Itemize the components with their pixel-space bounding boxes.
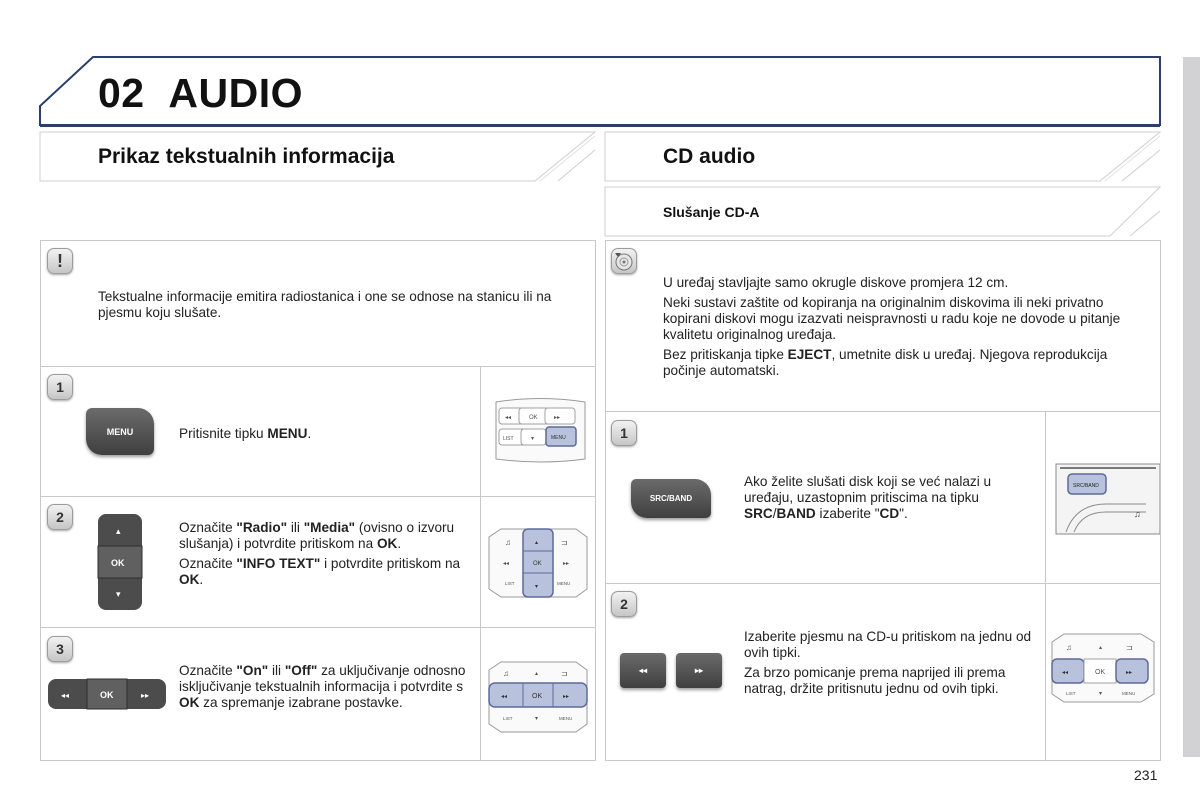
chapter-heading [98, 70, 303, 117]
svg-text:◂◂: ◂◂ [61, 691, 70, 700]
svg-text:MENU: MENU [551, 435, 566, 441]
text-run: . [199, 572, 204, 587]
svg-text:⊐: ⊐ [561, 669, 568, 678]
text-run: . [397, 536, 402, 551]
left-note-text: Tekstualne informacije emitira radiostanica i one se odnose na stanicu ili na pjesmu koju slušate. [98, 289, 552, 320]
bold-text: CD [879, 506, 900, 521]
left-step-2-text [179, 520, 474, 592]
bold-text: EJECT [787, 347, 832, 362]
right-step-2-text [744, 629, 1034, 701]
bold-text: OK [376, 536, 398, 551]
text-run: , umetnite disk u uređaj. Njegova reprodukcija počinje automatski. [663, 347, 1108, 378]
svg-text:▾: ▾ [535, 584, 539, 590]
svg-text:▸▸: ▸▸ [554, 415, 561, 421]
control-panel-image [481, 628, 595, 760]
right-step-1-text [744, 474, 1034, 522]
text-run: . [307, 426, 312, 441]
control-panel-image [1046, 584, 1160, 760]
left-step-3-text [179, 663, 469, 711]
text-run: Bez pritiskanja tipke [663, 347, 788, 362]
right-note-text [663, 275, 1148, 383]
bold-text: BAND [776, 506, 816, 521]
text-run: Označite [179, 556, 237, 571]
svg-text:♫: ♫ [503, 669, 509, 678]
paragraph: Za brzo pomicanje prema naprijed ili prema natrag, držite pritisnutu jednu od ovih tipki. [744, 665, 1006, 696]
bold-text: OK [179, 572, 200, 587]
paragraph [663, 347, 1148, 379]
bold-text: "On" [236, 663, 269, 678]
control-panel-image [481, 367, 595, 496]
src-band-button[interactable]: SRC/BAND [631, 479, 711, 518]
svg-text:▾: ▾ [531, 436, 535, 442]
text-run: za spremanje izabrane postavke. [199, 695, 403, 710]
svg-text:MENU: MENU [557, 581, 571, 586]
text-run: i potvrdite pritiskom na [320, 556, 461, 571]
svg-text:▸▸: ▸▸ [563, 694, 570, 700]
page-number: 231 [1134, 767, 1158, 783]
svg-text:OK: OK [533, 561, 542, 567]
svg-text:▴: ▴ [1099, 645, 1103, 651]
svg-text:OK: OK [100, 690, 114, 700]
svg-text:▾: ▾ [116, 589, 121, 599]
svg-text:▴: ▴ [535, 671, 539, 677]
bold-text: "INFO TEXT" [236, 556, 321, 571]
text-run: Označite [179, 520, 237, 535]
svg-text:OK: OK [1095, 669, 1106, 676]
svg-text:OK: OK [532, 693, 543, 700]
text-run: Pritisnite tipku [179, 426, 268, 441]
step-number-badge: 2 [611, 591, 637, 617]
chapter-number: 02 [98, 70, 145, 116]
paragraph [179, 556, 474, 588]
svg-text:▾: ▾ [535, 716, 539, 722]
svg-text:♫: ♫ [1066, 643, 1072, 652]
text-run: ili [287, 520, 304, 535]
text-run: (ovisno o izvoru slušanja) i potvrdite pritiskom na [179, 520, 455, 551]
left-section-title: Prikaz tekstualnih informacija [98, 145, 395, 168]
paragraph: Neki sustavi zaštite od kopiranja na originalnim diskovima ili neki privatno kopirani diskovi mogu izazvati neispravnosti u radu koje ne dovode u pitanje kvalitetu originalnog uređaja. [663, 295, 1121, 342]
svg-text:▾: ▾ [1099, 691, 1103, 697]
svg-text:MENU: MENU [559, 716, 573, 721]
svg-text:◂◂: ◂◂ [505, 415, 512, 421]
prev-ok-next-buttons[interactable] [47, 677, 167, 711]
text-run: / [772, 506, 777, 521]
svg-text:♫: ♫ [505, 538, 511, 547]
bold-text: OK [179, 695, 200, 710]
step-number-badge: 2 [47, 504, 73, 530]
step-number-badge: 3 [47, 636, 73, 662]
text-run: Ako želite slušati disk koji se već nalazi u uređaju, uzastopnim pritiscima na tipku [744, 474, 992, 505]
svg-text:LIST: LIST [505, 581, 515, 586]
right-subsection-title: Slušanje CD-A [663, 204, 760, 220]
next-track-button[interactable]: ▸▸ [676, 653, 722, 688]
svg-text:▸▸: ▸▸ [563, 561, 570, 567]
step-number-badge: 1 [611, 420, 637, 446]
text-run: ". [899, 506, 908, 521]
svg-text:▸▸: ▸▸ [1126, 670, 1133, 676]
step-number-badge: 1 [47, 374, 73, 400]
svg-text:♫: ♫ [1134, 509, 1141, 519]
paragraph: Izaberite pjesmu na CD-u pritiskom na jednu od ovih tipki. [744, 629, 1032, 660]
svg-text:OK: OK [111, 558, 125, 568]
svg-text:MENU: MENU [1122, 691, 1136, 696]
paragraph [179, 520, 474, 552]
text-run: za uključivanje odnosno isključivanje tekstualnih informacija i potvrdite s [179, 663, 466, 694]
svg-text:▴: ▴ [116, 526, 121, 536]
bold-text: "Off" [284, 663, 318, 678]
bold-text: "Media" [303, 520, 356, 535]
svg-text:⊐: ⊐ [1126, 643, 1133, 652]
ok-rocker-button[interactable] [96, 512, 144, 612]
svg-text:⊐: ⊐ [561, 538, 568, 547]
svg-text:LIST: LIST [503, 716, 513, 721]
bold-text: SRC [744, 506, 773, 521]
left-step-1-text [179, 426, 469, 442]
cd-icon [611, 248, 637, 274]
svg-text:◂◂: ◂◂ [503, 561, 510, 567]
radio-face-image [1046, 412, 1160, 583]
right-section-title: CD audio [663, 145, 756, 168]
svg-text:OK: OK [529, 415, 538, 421]
svg-text:◂◂: ◂◂ [1062, 670, 1069, 676]
chapter-title: AUDIO [168, 70, 304, 116]
text-run: izaberite " [815, 506, 880, 521]
paragraph: U uređaj stavljajte samo okrugle diskove promjera 12 cm. [663, 275, 1009, 290]
svg-text:▸▸: ▸▸ [141, 691, 150, 700]
svg-text:SRC/BAND: SRC/BAND [1073, 483, 1099, 489]
bold-text: MENU [267, 426, 308, 441]
text-run: Označite [179, 663, 237, 678]
menu-button[interactable]: MENU [86, 408, 154, 455]
svg-text:LIST: LIST [503, 436, 514, 442]
svg-text:▴: ▴ [535, 540, 539, 546]
text-run: ili [268, 663, 285, 678]
previous-track-button[interactable]: ◂◂ [620, 653, 666, 688]
bold-text: "Radio" [236, 520, 288, 535]
svg-text:◂◂: ◂◂ [501, 694, 508, 700]
svg-text:LIST: LIST [1066, 691, 1076, 696]
warning-icon: ! [47, 248, 73, 274]
control-panel-image [481, 497, 595, 627]
